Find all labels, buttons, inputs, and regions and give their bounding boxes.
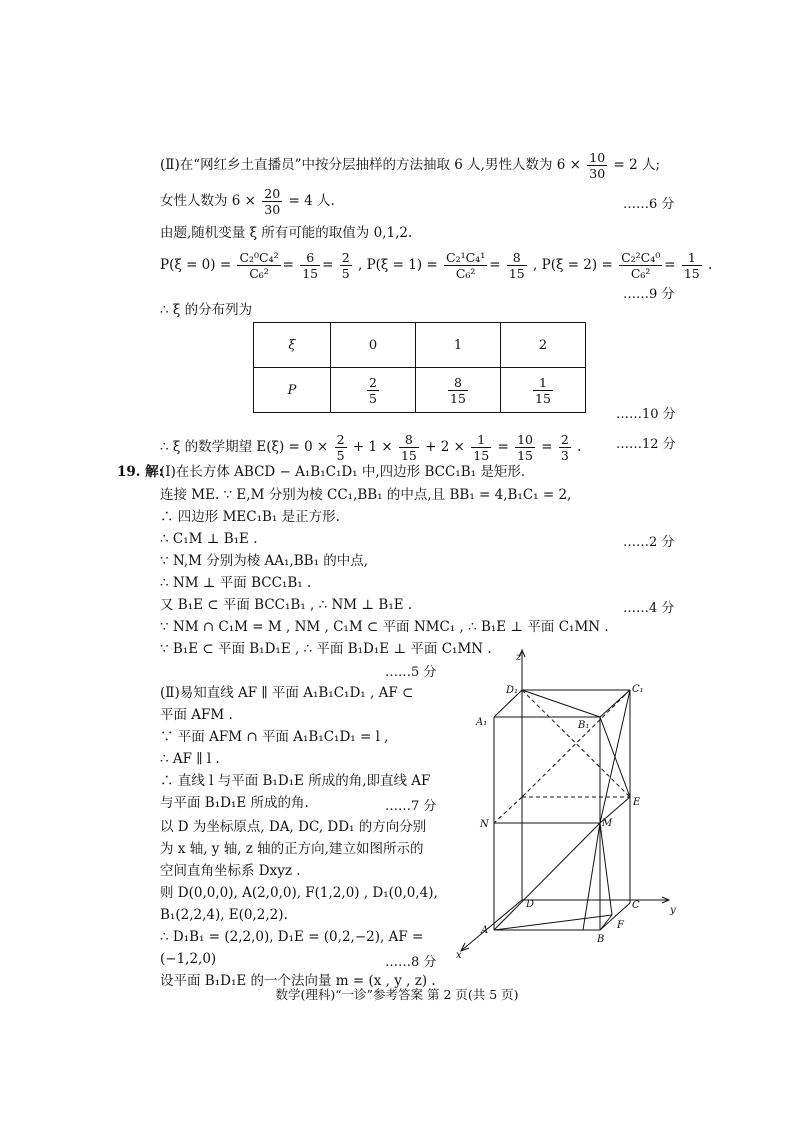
q19-line: 连接 ME. ∵ E,M 分别为棱 CC₁,BB₁ 的中点,且 BB₁ = 4,B₁C₁ = 2,	[160, 487, 572, 503]
q19-line: ∴ NM ⊥ 平面 BCC₁B₁ .	[160, 575, 312, 591]
line-female	[160, 186, 335, 217]
q19-line: (−1,2,0)	[160, 951, 217, 967]
label-C1: C₁	[632, 684, 644, 695]
q19-line: 为 x 轴, y 轴, z 轴的正方向,建立如图所示的	[160, 841, 424, 857]
score-6: ……6 分	[623, 197, 675, 212]
q19-line: ∵ N,M 分别为棱 AA₁,BB₁ 的中点,	[160, 553, 369, 569]
label-C: C	[632, 900, 640, 911]
page-footer: 数学(理科)“一诊”参考答案 第 2 页(共 5 页)	[275, 987, 519, 1002]
score-5: ……5 分	[385, 665, 437, 680]
table-cell: 1	[416, 323, 501, 368]
score-2: ……2 分	[623, 535, 675, 550]
line-sampling	[160, 150, 660, 181]
fraction: $\frac{10}{30}$	[589, 150, 606, 181]
fraction: $\frac{20}{30}$	[264, 186, 281, 217]
q19-label: 19. 解:	[117, 464, 164, 480]
q19-line: (Ⅱ)易知直线 AF ∥ 平面 A₁B₁C₁D₁ , AF ⊂	[160, 685, 414, 701]
q19-line: ∵ B₁E ⊂ 平面 B₁D₁E , ∴ 平面 B₁D₁E ⊥ 平面 C₁MN .	[160, 641, 492, 657]
label-B: B	[597, 934, 605, 945]
q19-line: 则 D(0,0,0), A(2,0,0), F(1,2,0) , D₁(0,0,4),	[160, 885, 438, 901]
table-cell: 0	[331, 323, 416, 368]
label-F: F	[617, 920, 624, 931]
q19-line: (Ⅰ)在长方体 ABCD − A₁B₁C₁D₁ 中,四边形 BCC₁B₁ 是矩形.	[160, 464, 526, 480]
score-12: ……12 分	[616, 437, 676, 452]
q19-line: 平面 AFM .	[160, 707, 233, 723]
table-row	[254, 323, 586, 368]
q19-line: ∴ 直线 l 与平面 B₁D₁E 所成的角,即直线 AF	[160, 773, 431, 789]
label-M: M	[602, 818, 613, 829]
table-cell: $\frac{8}{15}$	[416, 368, 501, 413]
text: (Ⅱ)在“网红乡土直播员”中按分层抽样的方法抽取 6 人,男性人数为 6 ×	[160, 157, 581, 173]
line-probabilities: P(ξ = 0) = $\frac{\text{C₂⁰C₄²}}{\text{C₆²}}$ = $\frac{6}{15}$ = $\frac{2}{5}$ , P(ξ = 1) = $\frac{\text{C₂¹C₄¹}}{\text{C₆²}}$ = $\frac{8}{15}$ , P(ξ = 2) = $\frac{\text{C₂²C₄⁰}}{\text{C₆²}}$ = $\frac{1}{15}$ .	[160, 250, 713, 281]
table-row	[254, 368, 586, 413]
q19-line: 空间直角坐标系 Dxyz .	[160, 863, 301, 879]
dist-title: ∴ ξ 的分布列为	[160, 302, 253, 318]
text: = 2 人;	[613, 157, 661, 173]
label-N: N	[480, 819, 489, 830]
text: = 4 人.	[288, 193, 335, 209]
score-8: ……8 分	[385, 955, 437, 970]
line-expectation: ∴ ξ 的数学期望 E(ξ) = 0 × $\frac{2}{5}$ + 1 × $\frac{8}{15}$ + 2 × $\frac{1}{15}$ = $\frac{10}{15}$ = $\frac{2}{3}$ .	[160, 432, 582, 463]
q19-line: 与平面 B₁D₁E 所成的角.	[160, 795, 309, 811]
q19-line: ∴ AF ∥ l .	[160, 751, 220, 767]
label-A1: A₁	[476, 717, 488, 728]
label-E: E	[633, 797, 641, 808]
distribution-table	[253, 322, 586, 413]
score-7: ……7 分	[385, 799, 437, 814]
score-4: ……4 分	[623, 601, 675, 616]
label-y: y	[670, 905, 676, 916]
table-cell: $\frac{1}{15}$	[501, 368, 586, 413]
label-D: D	[526, 899, 535, 910]
table-cell: P	[254, 368, 331, 413]
q19-line: 又 B₁E ⊂ 平面 BCC₁B₁ , ∴ NM ⊥ B₁E .	[160, 597, 413, 613]
cuboid-figure	[452, 648, 712, 968]
label-A: A	[481, 925, 489, 936]
q19-line: 以 D 为坐标原点, DA, DC, DD₁ 的方向分别	[160, 819, 427, 835]
table-cell: 2	[501, 323, 586, 368]
label-D1: D₁	[506, 685, 519, 696]
q19-line: ∴ C₁M ⊥ B₁E .	[160, 531, 258, 547]
q19-line: ∵ NM ∩ C₁M = M , NM , C₁M ⊂ 平面 NMC₁ , ∴ B₁E ⊥ 平面 C₁MN .	[160, 619, 609, 635]
label-z: z	[516, 652, 522, 663]
label-x: x	[456, 950, 462, 961]
text: 女性人数为 6 ×	[160, 193, 256, 209]
table-cell: ξ	[254, 323, 331, 368]
q19-line: ∵ 平面 AFM ∩ 平面 A₁B₁C₁D₁ = l ,	[160, 729, 389, 745]
line-values: 由题,随机变量 ξ 所有可能的取值为 0,1,2.	[160, 225, 413, 241]
q19-line: ∴ D₁B₁ = (2,2,0), D₁E = (0,2,−2), AF =	[160, 929, 424, 945]
q19-line: 设平面 B₁D₁E 的一个法向量 m = (x , y , z) .	[160, 973, 436, 989]
score-9: ……9 分	[623, 287, 675, 302]
score-10: ……10 分	[616, 407, 676, 422]
table-cell: $\frac{2}{5}$	[331, 368, 416, 413]
label-B1: B₁	[578, 720, 590, 731]
q19-line: B₁(2,2,4), E(0,2,2).	[160, 907, 288, 923]
q19-line: ∴ 四边形 MEC₁B₁ 是正方形.	[160, 509, 340, 525]
